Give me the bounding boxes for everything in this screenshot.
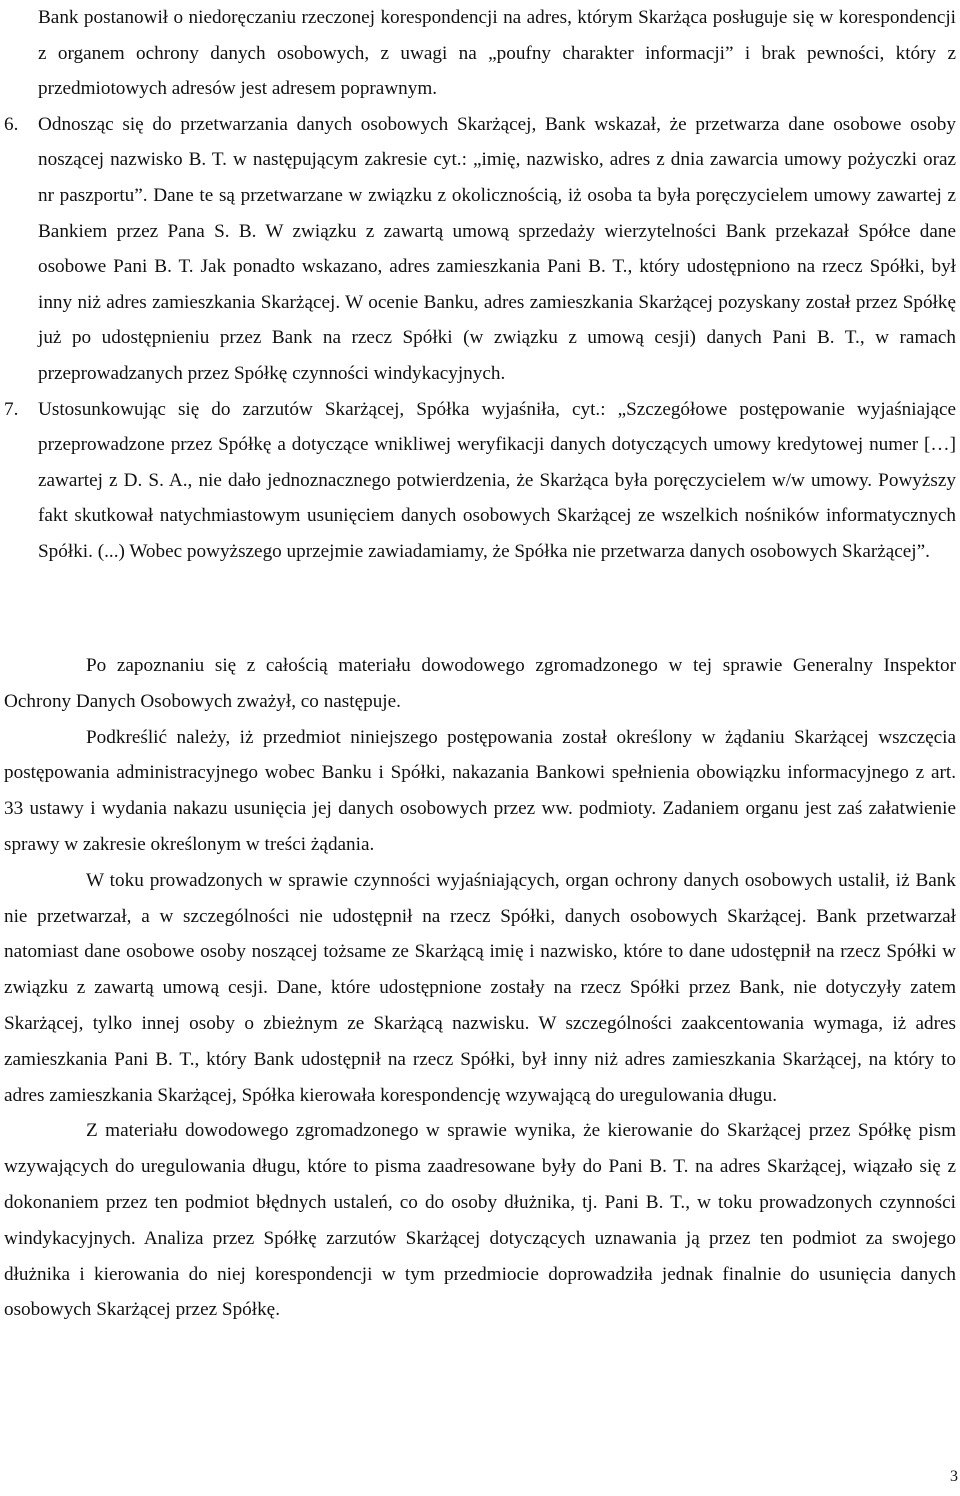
list-item-number: 7. xyxy=(4,398,19,420)
list-item-text: Bank postanowił o niedoręczaniu rzeczonej korespondencji na adres, którym Skarżąca posługuje się w korespondencji z organem ochrony danych osobowych, z uwagi na „poufny charakter informacji” i brak pewności, który z przedmiotowych adresów jest adresem poprawnym. xyxy=(38,7,956,100)
list-item-text: Ustosunkowując się do zarzutów Skarżącej, Spółka wyjaśniła, cyt.: „Szczegółowe postępowanie wyjaśniające przeprowadzone przez Spółkę a dotyczące wnikliwej weryfikacji danych dotyczących umowy kredytowej numer […] zawartej z D. S. A., nie dało jednoznacznego potwierdzenia, że Skarżąca była poręczycielem w/w umowy. Powyższy fakt skutkował natychmiastowym usunięciem danych osobowych Skarżącej ze wszelkich nośników informatycznych Spółki. (...) Wobec powyższego uprzejmie zawiadamiamy, że Spółka nie przetwarza danych osobowych Skarżącej”. xyxy=(38,398,956,562)
paragraph: Z materiału dowodowego zgromadzonego w sprawie wynika, że kierowanie do Skarżącej przez Spółkę pism wzywających do uregulowania długu, które to pisma zaadresowane były do Pani B. T. na adres Skarżącej, wiązało się z dokonaniem przez ten podmiot błędnych ustaleń, co do osoby dłużnika, tj. Pani B. T., w toku prowadzonych czynności windykacyjnych. Analiza przez Spółkę zarzutów Skarżącej dotyczących uznawania ją przez ten podmiot za swojego dłużnika i kierowania do niej korespondencji w tym przedmiocie doprowadziła jednak finalnie do usunięcia danych osobowych Skarżącej przez Spółkę. xyxy=(4,1120,956,1321)
numbered-list xyxy=(0,0,960,570)
body-text xyxy=(0,648,960,1328)
list-item-7 xyxy=(0,392,960,570)
paragraph: Podkreślić należy, iż przedmiot niniejszego postępowania został określony w żądaniu Skarżącej wszczęcia postępowania administracyjnego wobec Banku i Spółki, nakazania Bankowi spełnienia obowiązku informacyjnego z art. 33 ustawy i wydania nakazu usunięcia jej danych osobowych przez ww. podmioty. Zadaniem organu jest zaś załatwienie sprawy w zakresie określonym w treści żądania. xyxy=(4,726,956,855)
paragraph: W toku prowadzonych w sprawie czynności wyjaśniających, organ ochrony danych osobowych ustalił, iż Bank nie przetwarzał, a w szczególności nie udostępnił na rzecz Spółki, danych osobowych Skarżącej. Bank przetwarzał natomiast dane osobowe osoby noszącej tożsame ze Skarżącą imię i nazwisko, które to dane udostępnił na rzecz Spółki w związku z zawartą umową cesji. Dane, które udostępnione zostały na rzecz Spółki przez Bank, nie dotyczyły zatem Skarżącej, tylko innej osoby o zbieżnym ze Skarżącą nazwisku. W szczególności zaakcentowania wymaga, iż adres zamieszkania Pani B. T., który Bank udostępnił na rzecz Spółki, był inny niż adres zamieszkania Skarżącej, na który to adres zamieszkania Skarżącej, Spółka kierowała korespondencję wzywającą do uregulowania długu. xyxy=(4,869,956,1106)
page-number: 3 xyxy=(950,1468,958,1485)
list-item-continuation xyxy=(0,0,960,107)
paragraph: Po zapoznaniu się z całością materiału dowodowego zgromadzonego w tej sprawie Generalny Inspektor Ochrony Danych Osobowych zważył, co następuje. xyxy=(4,655,956,712)
list-item-6 xyxy=(0,107,960,392)
list-item-text: Odnosząc się do przetwarzania danych osobowych Skarżącej, Bank wskazał, że przetwarza dane osobowe osoby noszącej nazwisko B. T. w następującym zakresie cyt.: „imię, nazwisko, adres z dnia zawarcia umowy pożyczki oraz nr paszportu”. Dane te są przetwarzane w związku z okolicznością, iż osoba ta była poręczycielem umowy zawartej z Bankiem przez Pana S. B. W związku z zawartą umową sprzedaży wierzytelności Bank przekazał Spółce dane osobowe Pani B. T. Jak ponadto wskazano, adres zamieszkania Pani B. T., który udostępniono na rzecz Spółki, był inny niż adres zamieszkania Skarżącej. W ocenie Banku, adres zamieszkania Skarżącej pozyskany został przez Spółkę już po udostępnieniu przez Bank na rzecz Spółki (w związku z umową cesji) danych Pani B. T., w ramach przeprowadzanych przez Spółkę czynności windykacyjnych. xyxy=(38,113,956,384)
list-item-number: 6. xyxy=(4,113,19,135)
